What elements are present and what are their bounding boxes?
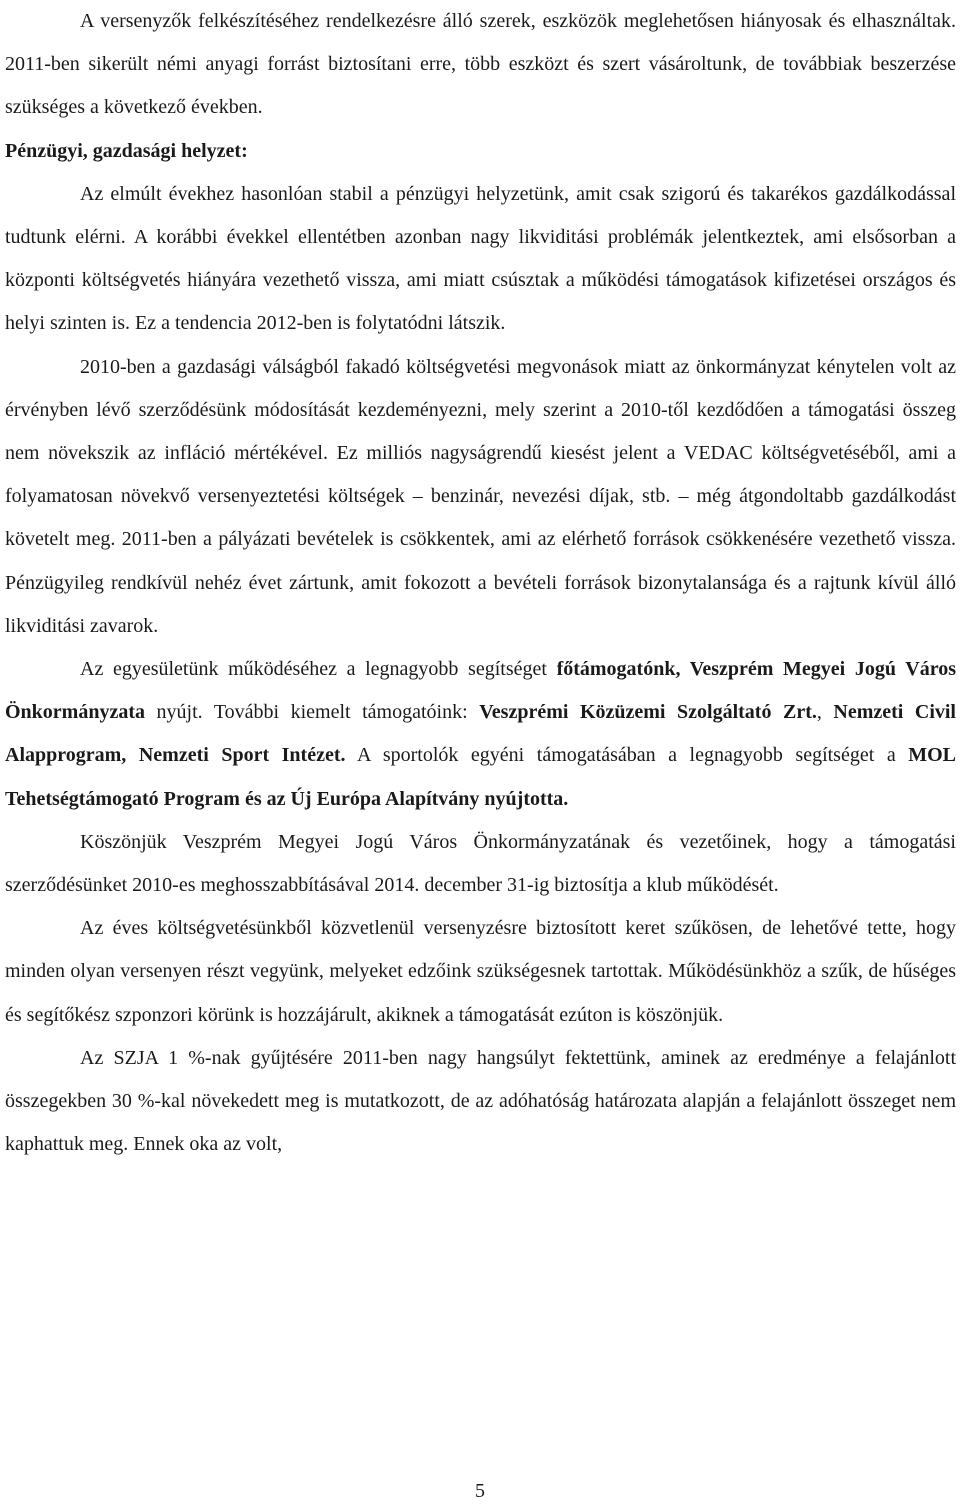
paragraph-equipment: A versenyzők felkészítéséhez rendelkezésre álló szerek, eszközök meglehetősen hiányosak és elhasználtak. 2011-ben sikerült némi anyagi forrást biztosítani erre, több eszközt és szert vásároltunk, de továbbiak beszerzése szükséges a következő években.	[5, 10, 956, 119]
paragraph-sponsors	[5, 648, 956, 821]
sponsors-vksz: Veszprémi Közüzemi Szolgáltató Zrt.	[479, 701, 817, 724]
sponsors-text-2: nyújt. További kiemelt támogatóink:	[145, 701, 480, 724]
paragraph-budget-cuts: 2010-ben a gazdasági válságból fakadó költségvetési megvonások miatt az önkormányzat kénytelen volt az érvényben lévő szerződésünk módosítását kezdeményezni, mely szerint a 2010-től kezdődően a támogatási összeg nem növekszik az infláció mértékével. Ez milliós nagyságrendű kiesést jelent a VEDAC költségvetéséből, ami a folyamatosan növekvő versenyeztetési költségek – benzinár, nevezési díjak, stb. – még átgondoltabb gazdálkodást követelt meg. 2011-ben a pályázati bevételek is csökkentek, ami az elérhető források csökkenésére vezethető vissza. Pénzügyileg rendkívül nehéz évet zártunk, amit fokozott a bevételi források bizonytalansága és a rajtunk kívül álló likviditási zavarok.	[5, 355, 956, 637]
paragraph-financial-situation: Az elmúlt évekhez hasonlóan stabil a pénzügyi helyzetünk, amit csak szigorú és takarékos gazdálkodással tudtunk elérni. A korábbi évekkel ellentétben azonban nagy likviditási problémák jelentkeztek, ami elsősorban a központi költségvetés hiányára vezethető vissza, ami miatt csúsztak a működési támogatások kifizetései országos és helyi szinten is. Ez a tendencia 2012-ben is folytatódni látszik.	[5, 182, 956, 335]
paragraph-annual-budget: Az éves költségvetésünkből közvetlenül versenyzésre biztosított keret szűkösen, de lehetővé tette, hogy minden olyan versenyen részt vegyünk, melyeket edzőink szükségesnek tartottak. Működésünkhöz a szűk, de hűséges és segítőkész szponzori körünk is hozzájárult, akiknek a támogatását ezúton is köszönjük.	[5, 917, 956, 1026]
sponsors-text-1: Az egyesületünk működéséhez a legnagyobb segítséget	[80, 658, 557, 681]
paragraph-szja: Az SZJA 1 %-nak gyűjtésére 2011-ben nagy hangsúlyt fektettünk, aminek az eredménye a felajánlott összegekben 30 %-kal növekedett meg is mutatkozott, de az adóhatóság határozata alapján a felajánlott összeget nem kaphattuk meg. Ennek oka az volt,	[5, 1046, 956, 1156]
sponsors-text-4: A sportolók egyéni támogatásában a legnagyobb segítséget a	[345, 744, 909, 767]
section-heading-finance: Pénzügyi, gazdasági helyzet:	[5, 139, 248, 162]
sponsors-text-3: ,	[816, 701, 834, 724]
sponsors-mol-program: MOL Tehetségtámogató Program és az Új Európa Alapítvány nyújtotta.	[5, 744, 957, 810]
paragraph-thanks-city: Köszönjük Veszprém Megyei Jogú Város Önkormányzatának és vezetőinek, hogy a támogatási szerződésünket 2010-es meghosszabbításával 2014. december 31-ig biztosítja a klub működését.	[5, 830, 956, 897]
document-page	[5, 0, 956, 1166]
sponsors-main-supporter: főtámogatónk, Veszprém Megyei Jogú Város Önkormányzata	[5, 658, 956, 724]
page-number: 5	[475, 1480, 485, 1502]
sponsors-nca-nsi: Nemzeti Civil Alapprogram, Nemzeti Sport Intézet.	[5, 701, 956, 767]
